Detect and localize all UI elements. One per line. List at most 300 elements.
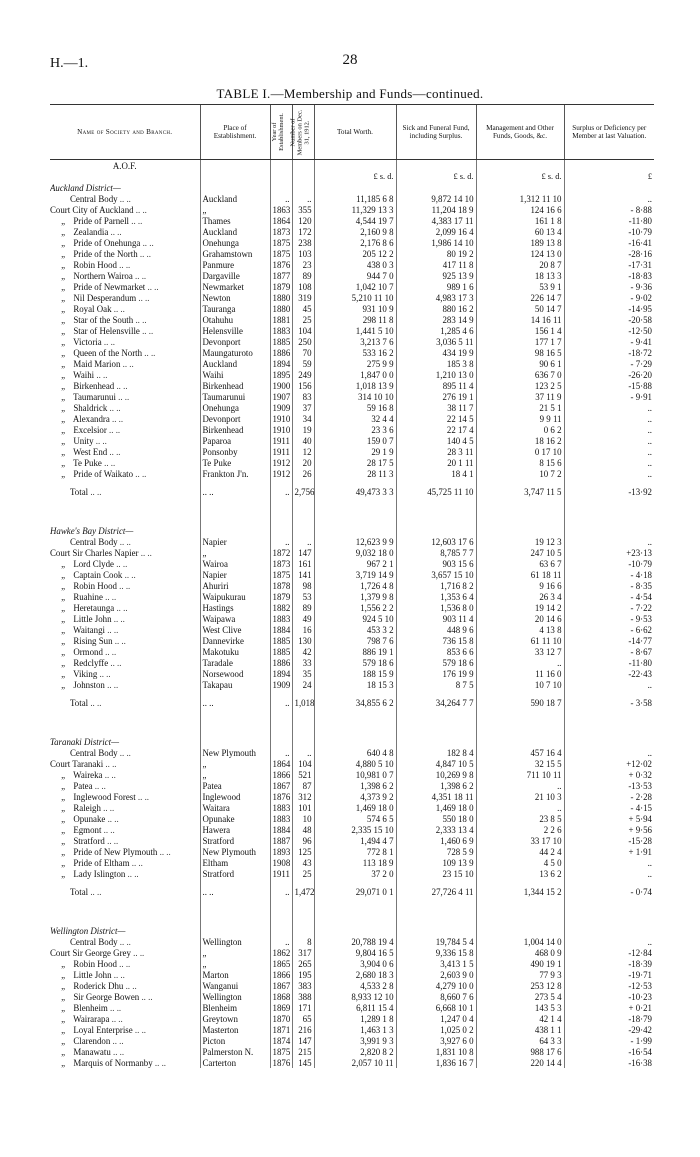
branch-name: „ Raleigh .. .. [61,802,115,813]
branch-name: Court City of Auckland .. .. [50,204,147,215]
members: 312 [292,791,314,802]
district-cell [476,182,564,193]
table-row [50,1035,654,1046]
surplus-deficiency: - 8·35 [564,580,654,591]
district-cell [292,925,314,936]
management-funds: 9 9 11 [476,413,564,424]
spacer-cell [564,907,654,925]
total-worth: 944 7 0 [314,270,396,281]
year: 1908 [270,857,292,868]
sick-fund: 903 15 6 [396,558,476,569]
year: 1881 [270,314,292,325]
management-funds: 490 19 1 [476,958,564,969]
management-funds: 988 17 6 [476,1046,564,1057]
sick-fund: 140 4 5 [396,435,476,446]
management-funds: .. [476,657,564,668]
table-row [50,1057,654,1068]
management-funds: 4 13 8 [476,624,564,635]
total-worth: 2,160 9 8 [314,226,396,237]
management-funds: 23 8 5 [476,813,564,824]
unit-surplus: £ [564,171,654,182]
year: 1866 [270,769,292,780]
branch-name: „ Opunake .. .. [61,813,119,824]
management-funds: 10 7 2 [476,468,564,479]
total-worth: 1,463 1 3 [314,1024,396,1035]
total-mgmt: 1,344 15 2 [476,879,564,907]
year: 1885 [270,635,292,646]
place: New Plymouth [200,846,270,857]
unit-worth: £ s. d. [314,171,396,182]
place: Waipawa [200,613,270,624]
surplus-deficiency: - 9·36 [564,281,654,292]
members: 388 [292,991,314,1002]
members: 10 [292,813,314,824]
members: 33 [292,657,314,668]
table-row [50,1046,654,1057]
members: 521 [292,769,314,780]
branch-name: „ West End .. .. [61,446,121,457]
table-row [50,758,654,769]
members: 48 [292,824,314,835]
total-label: Total .. .. [70,697,102,708]
place: Newmarket [200,281,270,292]
branch-name: „ Waihi .. .. [61,369,108,380]
table-row [50,824,654,835]
table-row [50,1002,654,1013]
surplus-deficiency: .. [564,193,654,204]
surplus-deficiency: - 8·67 [564,646,654,657]
year: 1872 [270,547,292,558]
sick-fund: 1,353 6 4 [396,591,476,602]
total-surplus: - 3·58 [564,690,654,718]
total-mgmt: 590 18 7 [476,690,564,718]
place: Auckland [200,358,270,369]
surplus-deficiency: -20·58 [564,314,654,325]
members: 141 [292,569,314,580]
surplus-deficiency: .. [564,424,654,435]
surplus-deficiency: + 0·21 [564,1002,654,1013]
members: 25 [292,314,314,325]
management-funds: 9 16 6 [476,580,564,591]
total-worth: 4,373 9 2 [314,791,396,802]
total-members: 1,018 [292,690,314,718]
sick-fund: 11,204 18 9 [396,204,476,215]
branch-name: „ Pride of Newmarket .. .. [61,281,159,292]
surplus-deficiency: -19·71 [564,969,654,980]
members: 34 [292,413,314,424]
members: 319 [292,292,314,303]
total-mgmt: 3,747 11 5 [476,479,564,507]
sick-fund: 728 5 9 [396,846,476,857]
total-worth: 4,880 5 10 [314,758,396,769]
page-reference: H.—1. [50,56,89,71]
management-funds: 0 17 10 [476,446,564,457]
table-row [50,281,654,292]
district-cell [396,525,476,536]
year: .. [270,936,292,947]
total-worth: 188 15 9 [314,668,396,679]
place: Wairoa [200,558,270,569]
branch-name: Central Body .. .. [70,747,131,758]
year: 1876 [270,259,292,270]
year: 1893 [270,846,292,857]
management-funds: 220 14 4 [476,1057,564,1068]
branch-name: „ Marquis of Normanby .. .. [61,1057,166,1068]
total-worth: 1,726 4 8 [314,580,396,591]
year: 1867 [270,780,292,791]
table-row [50,380,654,391]
surplus-deficiency: -17·31 [564,259,654,270]
table-row [50,635,654,646]
year: 1869 [270,1002,292,1013]
members: 83 [292,391,314,402]
year: 1909 [270,679,292,690]
place: Wellington [200,991,270,1002]
district-cell [396,182,476,193]
branch-name: „ Alexandra .. .. [61,413,124,424]
members: 265 [292,958,314,969]
branch-name: „ Unity .. .. [61,435,107,446]
place: Hawera [200,824,270,835]
table-row [50,314,654,325]
place: „ [200,547,270,558]
sick-fund: 1,210 13 0 [396,369,476,380]
surplus-deficiency: -10·79 [564,226,654,237]
place: Stratford [200,868,270,879]
year: 1864 [270,758,292,769]
total-label: Total .. .. [70,486,102,497]
surplus-deficiency: -29·42 [564,1024,654,1035]
total-row [50,879,654,907]
col-header-mgmt: Management and Other Funds, Goods, &c. [476,105,564,160]
sick-fund: 18 4 1 [396,468,476,479]
members: 16 [292,624,314,635]
total-worth: 18 15 3 [314,679,396,690]
management-funds: 253 12 8 [476,980,564,991]
spacer-cell [564,718,654,736]
place: Auckland [200,193,270,204]
place: „ [200,204,270,215]
surplus-deficiency: -22·43 [564,668,654,679]
year: 1875 [270,1046,292,1057]
place: West Clive [200,624,270,635]
place: Waihi [200,369,270,380]
management-funds: 63 6 7 [476,558,564,569]
total-worth: 772 8 1 [314,846,396,857]
order-row [50,160,654,172]
year: 1863 [270,204,292,215]
district-cell [476,525,564,536]
year: 1894 [270,358,292,369]
year: 1875 [270,569,292,580]
total-worth: 453 3 2 [314,624,396,635]
surplus-deficiency: -10·23 [564,991,654,1002]
sick-fund: 9,872 14 10 [396,193,476,204]
place: Wellington [200,936,270,947]
spacer-cell [270,907,292,925]
year: 1879 [270,281,292,292]
district-cell [476,925,564,936]
district-cell [564,525,654,536]
table-body [50,160,654,1069]
sick-fund: 1,398 6 2 [396,780,476,791]
place: Paparoa [200,435,270,446]
total-year: .. [270,690,292,718]
year: 1885 [270,646,292,657]
branch-name: „ Waireka .. .. [61,769,116,780]
branch-name: „ Stratford .. .. [61,835,119,846]
col-header-place: Place of Establishment. [200,105,270,160]
total-worth: 1,398 6 2 [314,780,396,791]
sick-fund: 3,927 6 0 [396,1035,476,1046]
table-row [50,580,654,591]
total-worth: 10,981 0 7 [314,769,396,780]
table-row [50,668,654,679]
total-worth: 2,057 10 11 [314,1057,396,1068]
total-worth: 533 16 2 [314,347,396,358]
surplus-deficiency: .. [564,457,654,468]
total-label: Total .. .. [70,886,102,897]
table-row [50,558,654,569]
total-worth: 34,855 6 2 [314,690,396,718]
members: 101 [292,802,314,813]
management-funds: 90 6 1 [476,358,564,369]
members: 383 [292,980,314,991]
total-year: .. [270,479,292,507]
total-worth: 12,623 9 9 [314,536,396,547]
place: Dannevirke [200,635,270,646]
place: Ponsonby [200,446,270,457]
table-row [50,835,654,846]
management-funds: 26 3 4 [476,591,564,602]
year: 1864 [270,215,292,226]
col-header-sick: Sick and Funeral Fund, including Surplus. [396,105,476,160]
district-cell [564,182,654,193]
members: 171 [292,1002,314,1013]
sick-fund: 8,660 7 6 [396,991,476,1002]
branch-name: „ Captain Cook .. .. [61,569,136,580]
total-worth: 205 12 2 [314,248,396,259]
year: 1882 [270,602,292,613]
spacer-cell [564,507,654,525]
management-funds: 161 1 8 [476,215,564,226]
place: Opunake [200,813,270,824]
table-row [50,270,654,281]
unit-spacer [200,171,270,182]
surplus-deficiency: - 1·99 [564,1035,654,1046]
total-worth: 931 10 9 [314,303,396,314]
total-members: 2,756 [292,479,314,507]
place: Masterton [200,1024,270,1035]
branch-name: „ Wairarapa .. .. [61,1013,123,1024]
branch-name: „ Pride of New Plymouth .. .. [61,846,171,857]
sick-fund: 3,413 1 5 [396,958,476,969]
total-worth: 3,991 9 3 [314,1035,396,1046]
management-funds: 61 11 10 [476,635,564,646]
total-members: 1,472 [292,879,314,907]
surplus-deficiency: .. [564,468,654,479]
management-funds: 1,312 11 10 [476,193,564,204]
district-cell [564,736,654,747]
members: 87 [292,780,314,791]
branch-name: „ Te Puke .. .. [61,457,116,468]
members: 20 [292,457,314,468]
spacer-cell [396,507,476,525]
branch-name: Central Body .. .. [70,193,131,204]
surplus-deficiency: +23·13 [564,547,654,558]
district-name: Wellington District— [50,925,126,936]
year: 1885 [270,336,292,347]
total-worth: 28 17 5 [314,457,396,468]
total-worth: 9,032 18 0 [314,547,396,558]
table-row [50,435,654,446]
surplus-deficiency: + 5·94 [564,813,654,824]
surplus-deficiency: - 6·62 [564,624,654,635]
surplus-deficiency: - 9·02 [564,292,654,303]
members: 238 [292,237,314,248]
place: Auckland [200,226,270,237]
sick-fund: 1,986 14 10 [396,237,476,248]
total-worth: 1,018 13 9 [314,380,396,391]
surplus-deficiency: -18·72 [564,347,654,358]
year: 1883 [270,802,292,813]
place: Waipukurau [200,591,270,602]
members: 104 [292,325,314,336]
members: 23 [292,259,314,270]
branch-name: „ Lady Islington .. .. [61,868,139,879]
place: Devonport [200,336,270,347]
district-cell [314,925,396,936]
total-worth: 967 2 1 [314,558,396,569]
table-row [50,336,654,347]
members: 59 [292,358,314,369]
management-funds: 0 6 2 [476,424,564,435]
spacer-cell [270,507,292,525]
total-worth: 9,804 16 5 [314,947,396,958]
district-name: Hawke's Bay District— [50,525,134,536]
table-row [50,303,654,314]
year: 1887 [270,835,292,846]
total-worth: 29,071 0 1 [314,879,396,907]
management-funds: 711 10 11 [476,769,564,780]
members: 249 [292,369,314,380]
spacer-cell [292,907,314,925]
total-worth: 5,210 11 10 [314,292,396,303]
surplus-deficiency: - 4·15 [564,802,654,813]
place: Greytown [200,1013,270,1024]
branch-name: „ Victoria .. .. [61,336,116,347]
year: 1883 [270,613,292,624]
members: 120 [292,215,314,226]
year: 1895 [270,369,292,380]
branch-name: „ Clarendon .. .. [61,1035,124,1046]
members: 70 [292,347,314,358]
management-funds: 143 5 3 [476,1002,564,1013]
district-heading [50,925,654,936]
district-cell [292,525,314,536]
place: Takapau [200,679,270,690]
place: Maungaturoto [200,347,270,358]
surplus-deficiency: .. [564,868,654,879]
members: .. [292,536,314,547]
place: Grahamstown [200,248,270,259]
management-funds: .. [476,802,564,813]
surplus-deficiency: -12·53 [564,980,654,991]
place: Patea [200,780,270,791]
district-cell [314,736,396,747]
district-heading [50,736,654,747]
total-worth: 8,933 12 10 [314,991,396,1002]
surplus-deficiency: + 1·91 [564,846,654,857]
total-sick: 34,264 7 7 [396,690,476,718]
year: 1862 [270,947,292,958]
members: 125 [292,846,314,857]
total-surplus: - 0·74 [564,879,654,907]
management-funds: 64 3 3 [476,1035,564,1046]
surplus-deficiency: -10·79 [564,558,654,569]
table-row [50,358,654,369]
table-row [50,259,654,270]
district-heading [50,525,654,536]
branch-name: „ Patea .. .. [61,780,106,791]
surplus-deficiency: - 7·29 [564,358,654,369]
sick-fund: 28 3 11 [396,446,476,457]
members: 317 [292,947,314,958]
members: 19 [292,424,314,435]
members: 53 [292,591,314,602]
table-row [50,547,654,558]
branch-name: „ Johnston .. .. [61,679,119,690]
sick-fund: 1,460 6 9 [396,835,476,846]
members: 35 [292,668,314,679]
surplus-deficiency: -18·39 [564,958,654,969]
sick-fund: 2,333 13 4 [396,824,476,835]
year: 1907 [270,391,292,402]
management-funds: .. [476,780,564,791]
table-row [50,569,654,580]
year: 1909 [270,402,292,413]
table-row [50,958,654,969]
spacer-cell [200,907,270,925]
year: 1876 [270,791,292,802]
district-cell [314,182,396,193]
place: Eltham [200,857,270,868]
total-worth: 23 3 6 [314,424,396,435]
branch-name: „ Ruahine .. .. [61,591,117,602]
surplus-deficiency: .. [564,413,654,424]
total-worth: 49,473 3 3 [314,479,396,507]
year: 1911 [270,435,292,446]
total-sick: 27,726 4 11 [396,879,476,907]
surplus-deficiency: -16·38 [564,1057,654,1068]
members: 195 [292,969,314,980]
total-place: .. .. [200,690,270,718]
spacer-cell [200,718,270,736]
sick-fund: 176 19 9 [396,668,476,679]
surplus-deficiency: -16·41 [564,237,654,248]
place: Carterton [200,1057,270,1068]
total-year: .. [270,879,292,907]
management-funds: 33 12 7 [476,646,564,657]
branch-name: „ Pride of Eltham .. .. [61,857,143,868]
place: Palmerston N. [200,1046,270,1057]
spacer-cell [476,907,564,925]
management-funds: 189 13 8 [476,237,564,248]
spacer-cell [476,507,564,525]
sick-fund: 1,831 10 8 [396,1046,476,1057]
col-header-worth: Total Worth. [314,105,396,160]
management-funds: 124 16 6 [476,204,564,215]
